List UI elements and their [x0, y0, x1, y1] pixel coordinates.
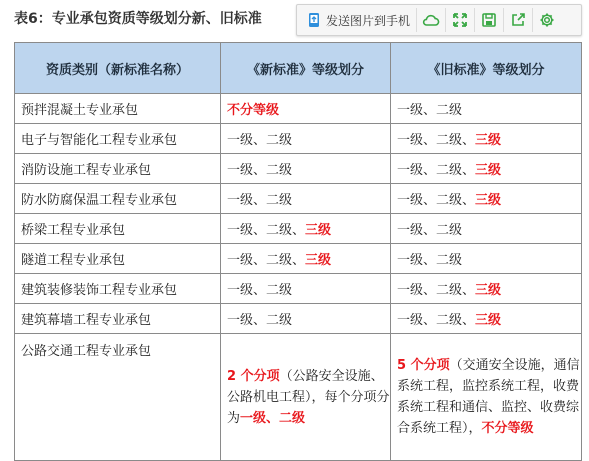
- table-row: [15, 94, 582, 124]
- old-standard-cell: [391, 214, 582, 244]
- new-grade-text: 一级、二级、: [227, 253, 306, 268]
- qualification-table: [14, 42, 582, 461]
- old-standard-cell: [391, 274, 582, 304]
- old-grade-highlight: 三级: [475, 313, 502, 328]
- category-cell: 公路交通工程专业承包: [15, 334, 221, 461]
- new-grade-text: 一级、二级: [227, 163, 293, 178]
- new-standard-cell: [221, 94, 391, 124]
- send-to-phone-button[interactable]: [301, 9, 416, 31]
- new-standard-cell: [221, 304, 391, 334]
- old-grade-text: 一级、二级、: [397, 283, 476, 298]
- category-cell: 预拌混凝土专业承包: [15, 94, 221, 124]
- old-grade-highlight: 三级: [475, 193, 502, 208]
- new-grade-text: 一级、二级: [227, 193, 293, 208]
- category-cell: 防水防腐保温工程专业承包: [15, 184, 221, 214]
- new-grade-highlight: 三级: [305, 223, 332, 238]
- old-grade-highlight: 三级: [475, 283, 502, 298]
- new-standard-cell: [221, 244, 391, 274]
- table-row: [15, 304, 582, 334]
- old-grade-text: 一级、二级、: [397, 133, 476, 148]
- save-button[interactable]: [474, 8, 503, 32]
- settings-icon: [539, 12, 555, 28]
- old-grade-text: 一级、二级: [397, 103, 463, 118]
- old-standard-cell: [391, 124, 582, 154]
- expand-button[interactable]: [445, 8, 474, 32]
- table-row: [15, 124, 582, 154]
- new-standard-cell: [221, 154, 391, 184]
- category-cell: 隧道工程专业承包: [15, 244, 221, 274]
- table-row: [15, 154, 582, 184]
- header-category: 资质类别（新标准名称）: [15, 43, 221, 94]
- old-standard-cell: [391, 244, 582, 274]
- table-row: [15, 244, 582, 274]
- old-subitem-detail: （交通安全设施，通信系统工程，监控系统工程，收费系统工程和通信、监控、收费综合系统工程），: [397, 358, 580, 436]
- old-standard-cell: [391, 304, 582, 334]
- image-toolbar: [296, 4, 582, 36]
- new-subitem-detail: （公路安全设施、公路机电工程），每个分项分为: [227, 368, 390, 426]
- table-row: [15, 334, 582, 461]
- new-standard-cell: [221, 334, 391, 461]
- new-grade-highlight: 三级: [305, 253, 332, 268]
- old-grade-text: 一级、二级: [397, 223, 463, 238]
- old-grade-highlight: 三级: [475, 133, 502, 148]
- table-row: [15, 184, 582, 214]
- cloud-button[interactable]: [416, 8, 445, 32]
- category-cell: 电子与智能化工程专业承包: [15, 124, 221, 154]
- old-grade-text: 一级、二级、: [397, 313, 476, 328]
- old-standard-cell: [391, 184, 582, 214]
- new-standard-cell: [221, 274, 391, 304]
- old-grade-text: 一级、二级、: [397, 163, 476, 178]
- old-standard-cell: [391, 94, 582, 124]
- new-grade-text: 一级、二级: [227, 133, 293, 148]
- share-button[interactable]: [503, 8, 532, 32]
- new-subitem-count: 2 个分项: [227, 368, 280, 384]
- share-icon: [510, 12, 526, 28]
- category-cell: 消防设施工程专业承包: [15, 154, 221, 184]
- old-grade-text: 一级、二级: [397, 253, 463, 268]
- new-subitem-grade: 一级、二级: [240, 410, 306, 426]
- old-standard-cell: [391, 334, 582, 461]
- table-row: [15, 214, 582, 244]
- settings-button[interactable]: [532, 8, 561, 32]
- old-subitem-count: 5 个分项: [397, 358, 450, 373]
- category-cell: 建筑幕墙工程专业承包: [15, 304, 221, 334]
- qualification-table-container: [14, 42, 581, 461]
- new-standard-cell: [221, 124, 391, 154]
- old-standard-cell: [391, 154, 582, 184]
- header-old-standard: 《旧标准》等级划分: [391, 43, 582, 94]
- old-grade-text: 一级、二级、: [397, 193, 476, 208]
- table-caption: 表6：专业承包资质等级划分新、旧标准: [14, 11, 262, 27]
- phone-send-icon: [307, 12, 321, 28]
- send-to-phone-label: 发送图片到手机: [326, 13, 411, 28]
- new-grade-text: 一级、二级: [227, 283, 293, 298]
- new-standard-cell: [221, 214, 391, 244]
- new-grade-highlight: 不分等级: [227, 103, 280, 118]
- new-standard-cell: [221, 184, 391, 214]
- new-standard-paragraph: [227, 366, 390, 429]
- old-subitem-grade: 不分等级: [481, 421, 534, 436]
- table-header-row: [15, 43, 582, 94]
- new-grade-text: 一级、二级: [227, 313, 293, 328]
- old-standard-paragraph: [397, 355, 581, 439]
- header-new-standard: 《新标准》等级划分: [221, 43, 391, 94]
- category-cell: 建筑装修装饰工程专业承包: [15, 274, 221, 304]
- old-grade-highlight: 三级: [475, 163, 502, 178]
- table-row: [15, 274, 582, 304]
- cloud-icon: [422, 13, 440, 27]
- save-icon: [481, 12, 497, 28]
- expand-icon: [452, 12, 468, 28]
- category-cell: 桥梁工程专业承包: [15, 214, 221, 244]
- new-grade-text: 一级、二级、: [227, 223, 306, 238]
